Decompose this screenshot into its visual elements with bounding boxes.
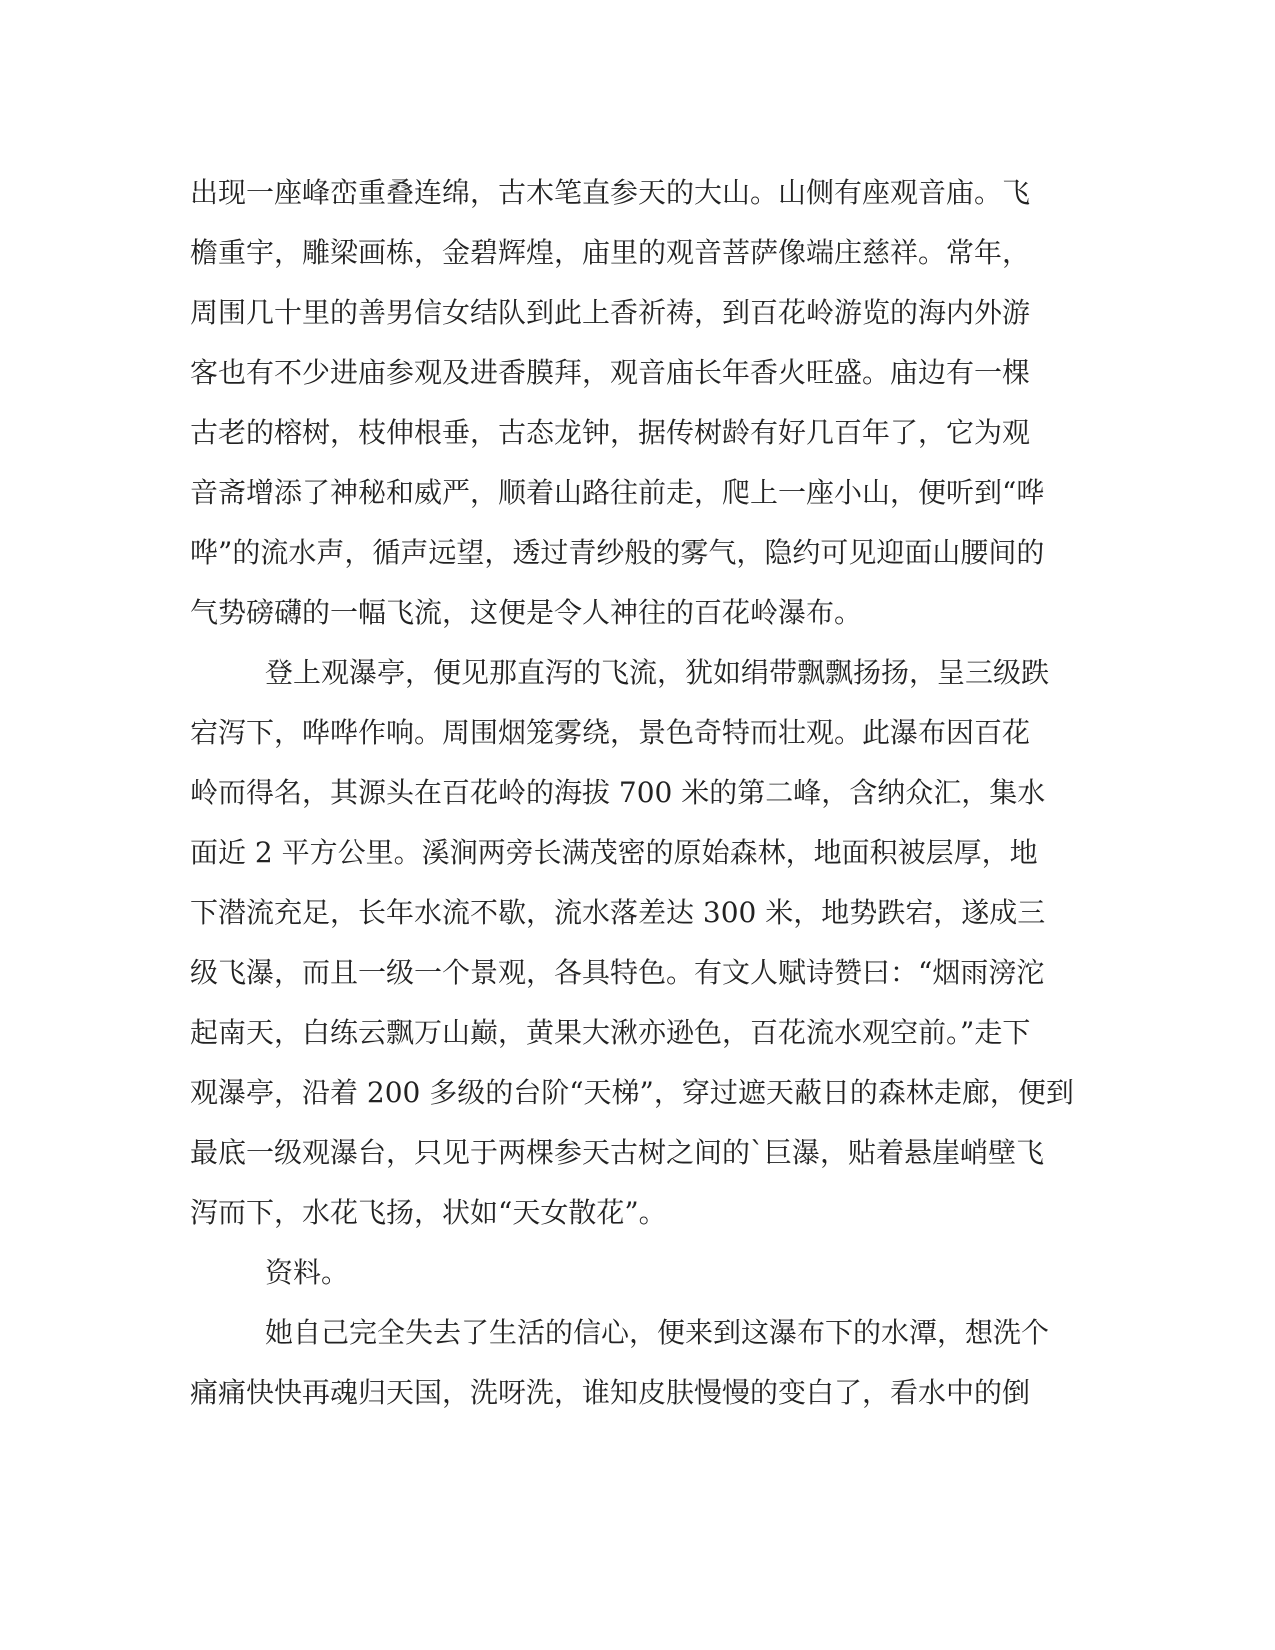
text-line: 级飞瀑，而且一级一个景观，各具特色。有文人赋诗赞曰：“烟雨滂沱 [190,956,1045,989]
text-line: 周围几十里的善男信女结队到此上香祈祷，到百花岭游览的海内外游 [190,296,1031,329]
text-line: 客也有不少进庙参观及进香膜拜，观音庙长年香火旺盛。庙边有一棵 [190,356,1031,389]
text-line: 宕泻下，哗哗作响。周围烟笼雾绕，景色奇特而壮观。此瀑布因百花 [190,716,1031,749]
text-line: 最底一级观瀑台，只见于两棵参天古树之间的`巨瀑，贴着悬崖峭壁飞 [190,1136,1045,1169]
text-line: 观瀑亭，沿着 200 多级的台阶“天梯”，穿过遮天蔽日的森林走廊，便到 [190,1076,1074,1109]
text-line: 下潜流充足，长年水流不歇，流水落差达 300 米，地势跌宕，遂成三 [190,896,1046,929]
text-line: 岭而得名，其源头在百花岭的海拔 700 米的第二峰，含纳众汇，集水 [190,776,1046,809]
text-line: 气势磅礴的一幅飞流，这便是令人神往的百花岭瀑布。 [190,596,863,629]
body-text [190,163,1090,1423]
paragraph-first-line: 登上观瀑亭，便见那直泻的飞流，犹如绢带飘飘扬扬，呈三级跌 [265,656,1050,689]
paragraph-first-line: 资料。 [265,1256,350,1289]
paragraph-first-line: 她自己完全失去了生活的信心，便来到这瀑布下的水潭，想洗个 [265,1316,1050,1349]
text-line: 面近 2 平方公里。溪涧两旁长满茂密的原始森林，地面积被层厚，地 [190,836,1038,869]
text-line: 哗”的流水声，循声远望，透过青纱般的雾气，隐约可见迎面山腰间的 [190,536,1045,569]
text-line: 檐重宇，雕梁画栋，金碧辉煌，庙里的观音菩萨像端庄慈祥。常年， [190,236,1031,269]
text-line: 古老的榕树，枝伸根垂，古态龙钟，据传树龄有好几百年了，它为观 [190,416,1031,449]
text-line: 出现一座峰峦重叠连绵，古木笔直参天的大山。山侧有座观音庙。飞 [190,176,1031,209]
text-line: 起南天，白练云飘万山巅，黄果大湫亦逊色，百花流水观空前。”走下 [190,1016,1031,1049]
text-line: 泻而下，水花飞扬，状如“天女散花”。 [190,1196,667,1229]
text-line: 音斋增添了神秘和威严，顺着山路往前走，爬上一座小山，便听到“哗 [190,476,1045,509]
text-line: 痛痛快快再魂归天国，洗呀洗，谁知皮肤慢慢的变白了，看水中的倒 [190,1376,1031,1409]
